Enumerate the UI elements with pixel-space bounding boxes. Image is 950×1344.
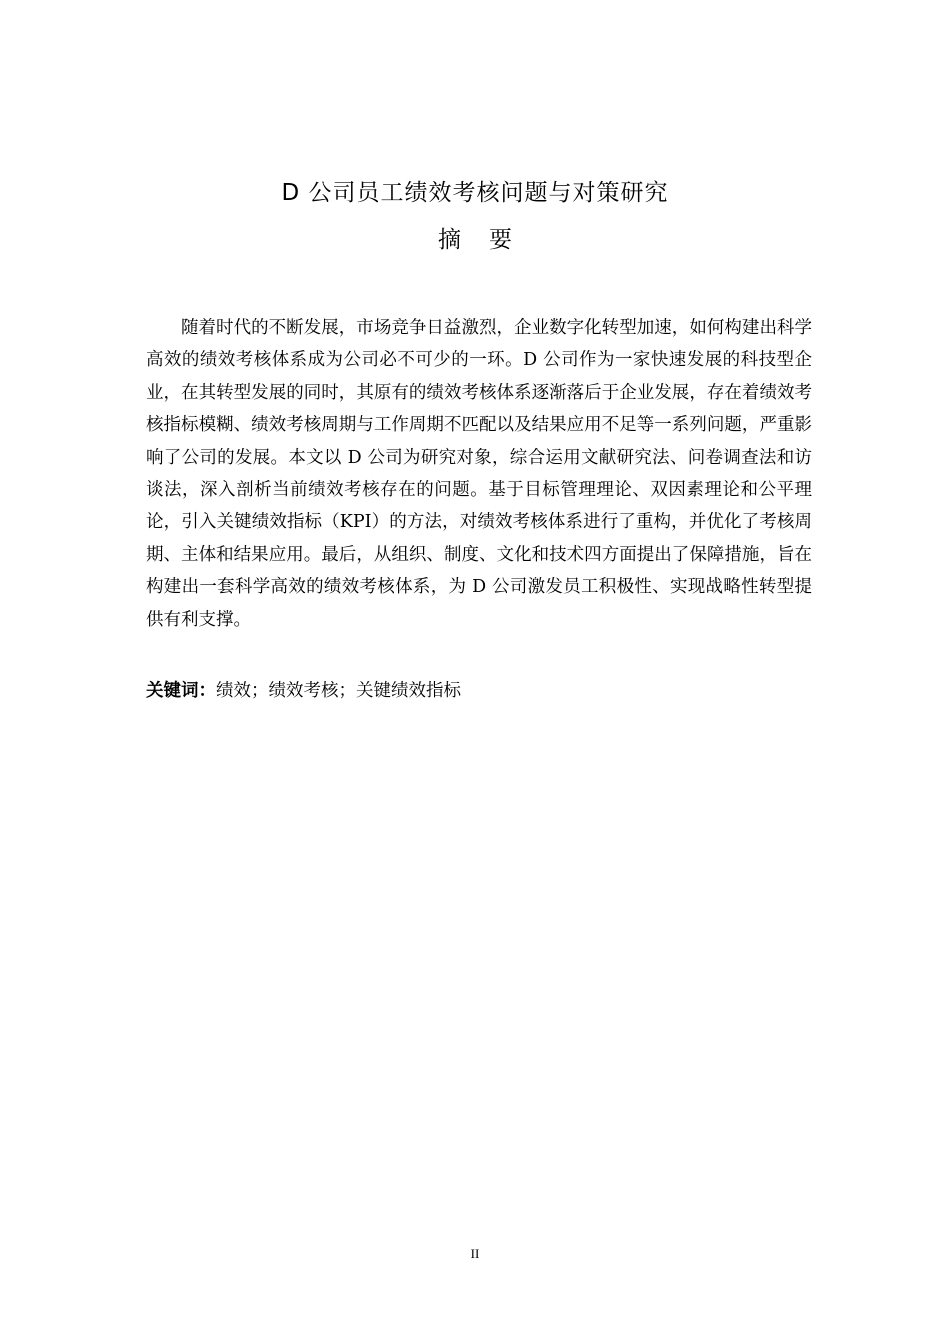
keywords-value: 绩效；绩效考核；关键绩效指标	[216, 681, 461, 701]
keywords-label: 关键词：	[146, 681, 216, 701]
page-number: II	[470, 1246, 480, 1261]
document-title: D 公司员工绩效考核问题与对策研究	[281, 180, 669, 206]
abstract-heading: 摘要	[438, 227, 540, 253]
keywords-line	[146, 676, 812, 706]
abstract-body: 随着时代的不断发展，市场竞争日益激烈，企业数字化转型加速，如何构建出科学高效的绩效考核体系成为公司必不可少的一环。D 公司作为一家快速发展的科技型企业，在其转型发展的同时，其原有的绩效考核体系逐渐落后于企业发展，存在着绩效考核指标模糊、绩效考核周期与工作周期不匹配以及结果应用不足等一系列问题，严重影响了公司的发展。本文以 D 公司为研究对象，综合运用文献研究法、问卷调查法和访谈法，深入剖析当前绩效考核存在的问题。基于目标管理理论、双因素理论和公平理论，引入关键绩效指标（KPI）的方法，对绩效考核体系进行了重构，并优化了考核周期、主体和结果应用。最后，从组织、制度、文化和技术四方面提出了保障措施，旨在构建出一套科学高效的绩效考核体系，为 D 公司激发员工积极性、实现战略性转型提供有利支撑。	[146, 318, 812, 630]
